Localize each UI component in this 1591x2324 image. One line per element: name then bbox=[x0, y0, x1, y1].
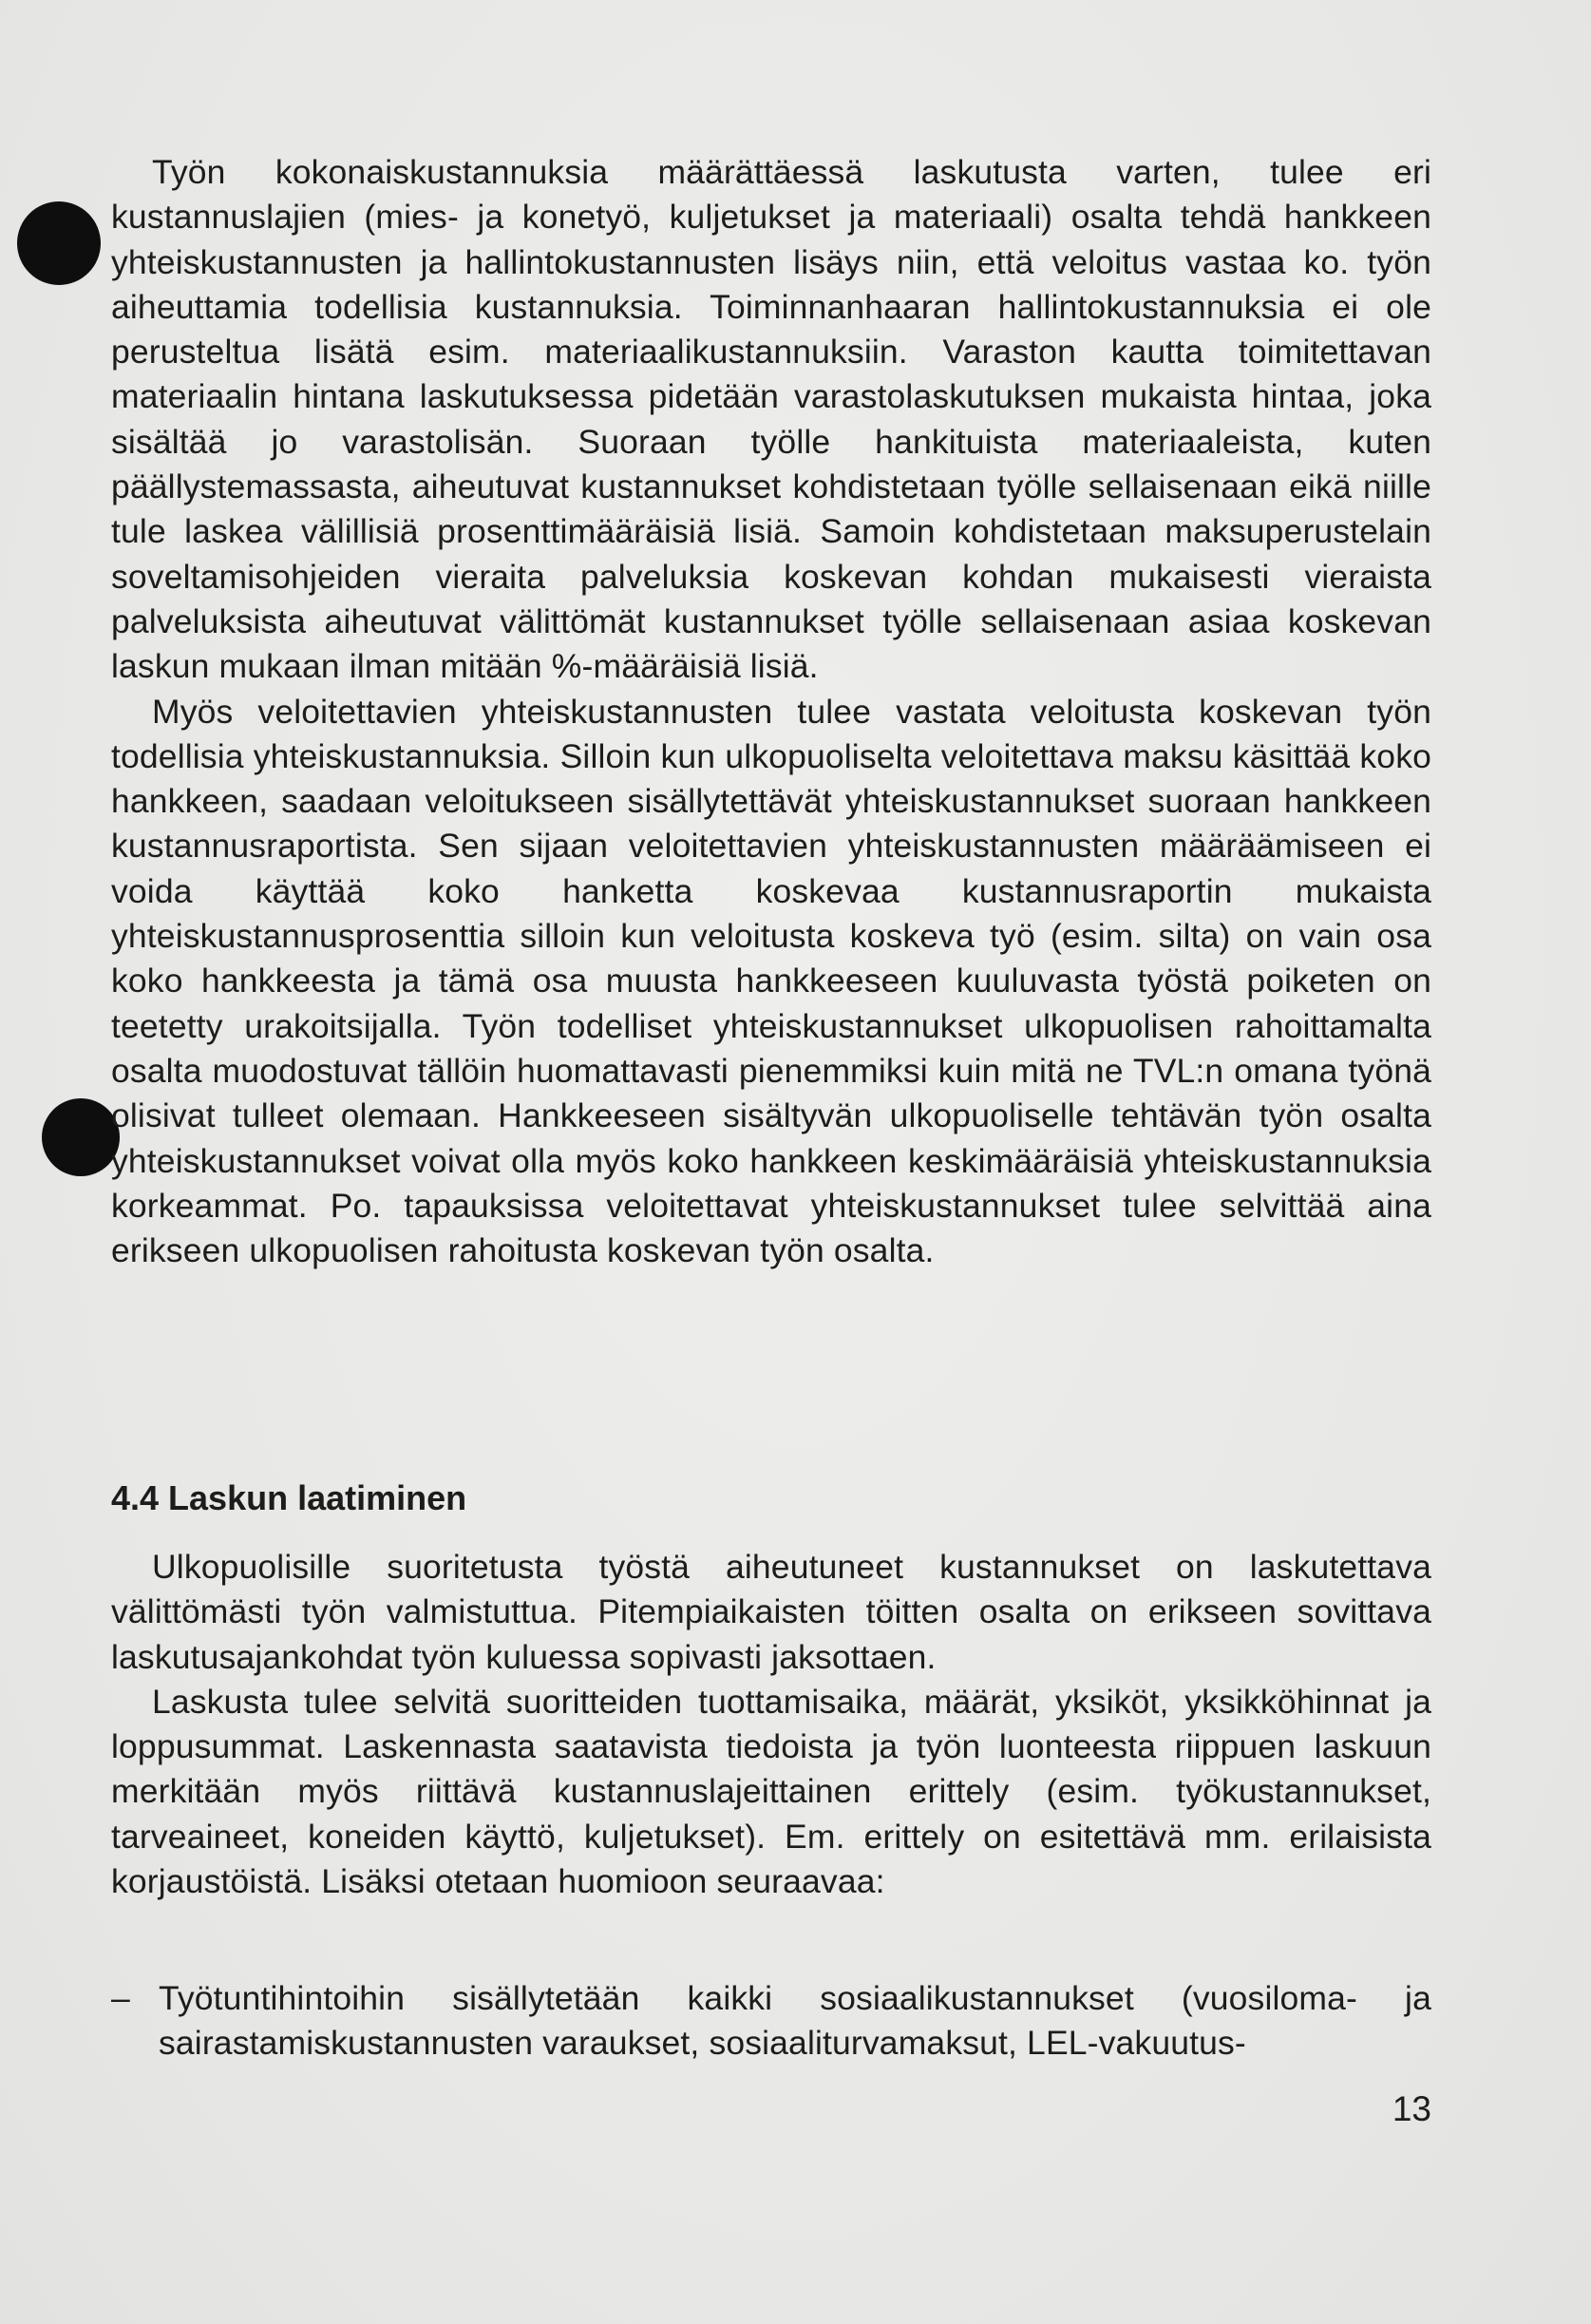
list-dash: – bbox=[111, 1979, 130, 2017]
punch-hole-bottom bbox=[42, 1098, 120, 1176]
paragraph-total-costs: Työn kokonaiskustannuksia määrättäessä laskutusta varten, tulee eri kustannuslajien (mies- ja konetyö, kuljetukset ja materiaali) osalta tehdä hankkeen yhteiskustannusten ja hallintokustannusten lisäys niin, että veloitus vastaa ko. työn aiheuttamia todellisia kustannuksia. Toiminnanhaaran hallintokustannuksia ei ole perusteltua lisätä esim. materiaalikustannuksiin. Varaston kautta toimitettavan materiaalin hintana laskutuksessa pidetään varastolaskutuksen mukaista hintaa, joka sisältää jo varastolisän. Suoraan työlle hankituista materiaaleista, kuten päällystemassasta, aiheutuvat kustannukset kohdistetaan työlle sellaisenaan eikä niille tule laskea välillisiä prosenttimääräisiä lisiä. Samoin kohdistetaan maksuperustelain soveltamisohjeiden vieraita palveluksia koskevan kohdan mukaisesti vieraista palveluksista aiheutuvat välittömät kustannukset työlle sellaisenaan asiaa koskevan laskun mukaan ilman mitään %-määräisiä lisiä. bbox=[111, 153, 1431, 686]
paragraph-invoicing-timing: Ulkopuolisille suoritetusta työstä aiheutuneet kustannukset on laskutettava välittömästi työn valmistuttua. Pitempiaikaisten töitten osalta on erikseen sovittava laskutusajankohdat työn kuluessa sopivasti jaksottaen. bbox=[111, 1548, 1431, 1676]
list-item-text: Työtuntihintoihin sisällytetään kaikki sosiaalikustannukset (vuosiloma- ja sairastamiskustannusten varaukset, sosiaaliturvamaksut, LEL-vakuutus- bbox=[159, 1979, 1431, 2063]
invoice-section bbox=[111, 1545, 1431, 1904]
cost-allocation-section bbox=[111, 150, 1431, 1273]
list-item bbox=[111, 1976, 1431, 2067]
page-number: 13 bbox=[1392, 2089, 1431, 2128]
section-heading: 4.4 Laskun laatiminen bbox=[111, 1478, 467, 1517]
punch-hole-top bbox=[17, 201, 101, 285]
paragraph-overhead-costs: Myös veloitettavien yhteiskustannusten tulee vastata veloitusta koskevan työn todellisia yhteiskustannuksia. Silloin kun ulkopuoliselta veloitettava maksu käsittää koko hankkeen, saadaan veloitukseen sisällytettävät yhteiskustannukset suoraan hankkeen kustannusraportista. Sen sijaan veloitettavien yhteiskustannusten määräämiseen ei voida käyttää koko hanketta koskevaa kustannusraportin mukaista yhteiskustannusprosenttia silloin kun veloitusta koskeva työ (esim. silta) on vain osa koko hankkeesta ja tämä osa muusta hankkeeseen kuuluvasta työstä poiketen on teetetty urakoitsijalla. Työn todelliset yhteiskustannukset ulkopuolisen rahoittamalta osalta muodostuvat tällöin huomattavasti pienemmiksi kuin mitä ne TVL:n omana työnä olisivat tulleet olemaan. Hankkeeseen sisältyvän ulkopuoliselle tehtävän työn osalta yhteiskustannukset voivat olla myös koko hankkeen keskimääräisiä yhteiskustannuksia korkeammat. Po. tapauksissa veloitettavat yhteiskustannukset tulee selvittää aina erikseen ulkopuolisen rahoitusta koskevan työn osalta. bbox=[111, 692, 1431, 1270]
paragraph-invoice-contents: Laskusta tulee selvitä suoritteiden tuottamisaika, määrät, yksiköt, yksikköhinnat ja loppusummat. Laskennasta saatavista tiedoista ja työn luonteesta riippuen laskuun merkitään myös riittävä kustannuslajeittainen erittely (esim. työkustannukset, tarveaineet, koneiden käyttö, kuljetukset). Em. erittely on esitettävä mm. erilaisista korjaustöistä. Lisäksi otetaan huomioon seuraavaa: bbox=[111, 1682, 1431, 1901]
